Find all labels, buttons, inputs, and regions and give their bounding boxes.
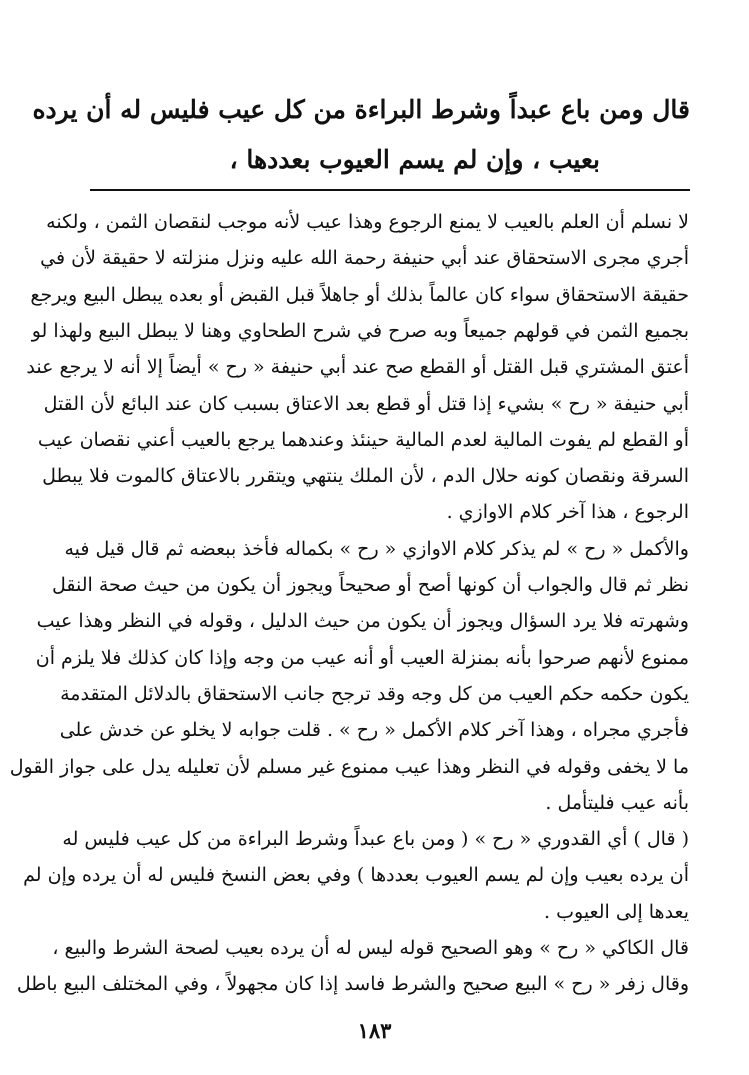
- text-line: والأكمل « رح » لم يذكر كلام الاوازي « رح » بكماله فأخذ ببعضه ثم قال قيل فيه: [64, 537, 689, 560]
- heading-divider: [90, 189, 690, 191]
- text-line: السرقة ونقصان كونه حلال الدم ، لأن الملك ينتهي ويتقرر بالاعتاق كالموت فلا يبطل: [42, 465, 689, 488]
- text-line: حقيقة الاستحقاق سواء كان عالماً بذلك أو جاهلاً قبل القبض أو بعده يبطل البيع ويرجع: [30, 283, 689, 306]
- section-heading-line-1: قال ومن باع عبداً وشرط البراءة من كل عيب فليس له أن يرده: [32, 95, 690, 124]
- text-line: أجري مجرى الاستحقاق عند أبي حنيفة رحمة الله عليه ونزل منزلته لا حقيقة لأن في: [40, 247, 689, 270]
- text-line: لا نسلم أن العلم بالعيب لا يمنع الرجوع وهذا عيب لأنه موجب لنقصان الثمن ، ولكنه: [46, 211, 689, 233]
- text-line: ممنوع لأنهم صرحوا بأنه بمنزلة العيب أو أنه عيب من وجه وإذا كان كذلك فلا يلزم أن: [35, 646, 689, 669]
- text-line: وقال زفر « رح » البيع صحيح والشرط فاسد إذا كان مجهولاً ، وفي المختلف البيع باطل: [16, 973, 689, 996]
- text-line: ( قال ) أي القدوري « رح » ( ومن باع عبداً وشرط البراءة من كل عيب فليس له: [62, 828, 689, 851]
- text-line: بأنه عيب فليتأمل .: [545, 791, 689, 814]
- text-line: وشهرته فلا يرد السؤال ويجوز أن يكون من حيث الدليل ، وقوله في النظر وهذا عيب: [36, 610, 689, 633]
- text-line: الرجوع ، هذا آخر كلام الاوازي .: [446, 501, 689, 524]
- section-heading-line-2: بعيب ، وإن لم يسم العيوب بعددها ،: [229, 145, 600, 174]
- text-line: أو القطع لم يفوت المالية لعدم المالية حينئذ وعندهما يرجع بالعيب أعني نقصان عيب: [37, 428, 689, 451]
- text-line: أن يرده بعيب وإن لم يسم العيوب بعددها ) وفي بعض النسخ فليس له أن يرده وإن لم: [23, 864, 689, 887]
- text-line: قال الكاكي « رح » وهو الصحيح قوله ليس له أن يرده بعيب لصحة الشرط والبيع ،: [52, 937, 689, 959]
- text-line: نظر ثم قال والجواب أن كونها أصح أو صحيحاً ويجوز أن يكون من حيث صحة النقل: [52, 574, 689, 596]
- text-line: أبي حنيفة « رح » بشيء إذا قتل أو قطع بعد الاعتاق بسبب كان عند البائع لأن القتل: [43, 392, 689, 415]
- text-line: يعدها إلى العيوب .: [544, 900, 689, 923]
- text-line: فأجري مجراه ، وهذا آخر كلام الأكمل « رح » . قلت جوابه لا يخلو عن خدش على: [59, 719, 689, 742]
- text-line: ما لا يخفى وقوله في النظر وهذا عيب ممنوع غير مسلم لأن تعليله يدل على جواز القول: [9, 755, 689, 778]
- text-line: يكون حكمه حكم العيب من كل وجه وقد ترجح جانب الاستحقاق بالدلائل المتقدمة: [60, 682, 689, 705]
- page-number: ١٨٣: [357, 1018, 392, 1043]
- text-line: بجميع الثمن في قولهم جميعاً وبه صرح في شرح الطحاوي وهنا لا يبطل البيع ولهذا لو: [31, 319, 689, 342]
- text-line: أعتق المشتري قبل القتل أو القطع صح عند أبي حنيفة « رح » أيضاً إلا أنه لا يرجع عند: [26, 356, 689, 379]
